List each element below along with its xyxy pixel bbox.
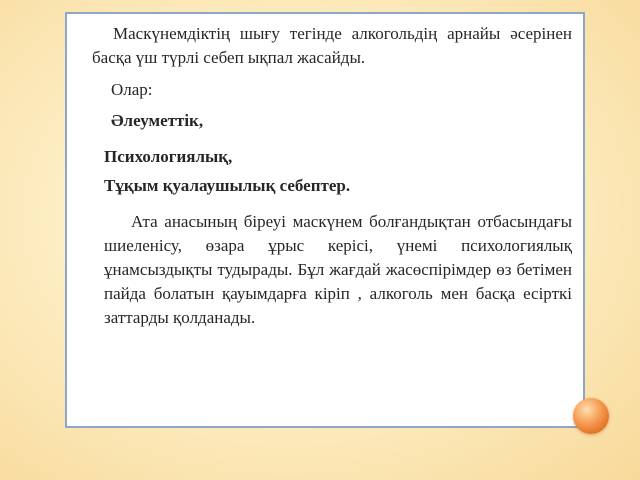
olar-label: Олар: <box>111 80 153 99</box>
cause-psychological: Психологиялық, <box>104 147 233 166</box>
orange-orb-decoration <box>573 398 609 434</box>
family-paragraph: Ата анасының біреуі маскүнем болғандықтан отбасындағы шиеленісу, өзара ұрыс керісі, үнемі психологиялық ұнамсыздықты тудырады. Бұл жағдай жасөспірімдер өз бетімен пайда болатын қауымдарға кіріп , алкоголь мен басқа есірткі заттарды қолданады. <box>104 212 572 327</box>
slide-content-box <box>65 12 585 428</box>
cause-social: Әлеуметтік, <box>111 111 204 130</box>
intro-paragraph: Маскүнемдіктің шығу тегінде алкогольдің арнайы әсерінен басқа үш түрлі себеп ықпал жасайды. <box>92 24 572 67</box>
cause-hereditary: Тұқым қуалаушылық себептер. <box>104 176 351 195</box>
